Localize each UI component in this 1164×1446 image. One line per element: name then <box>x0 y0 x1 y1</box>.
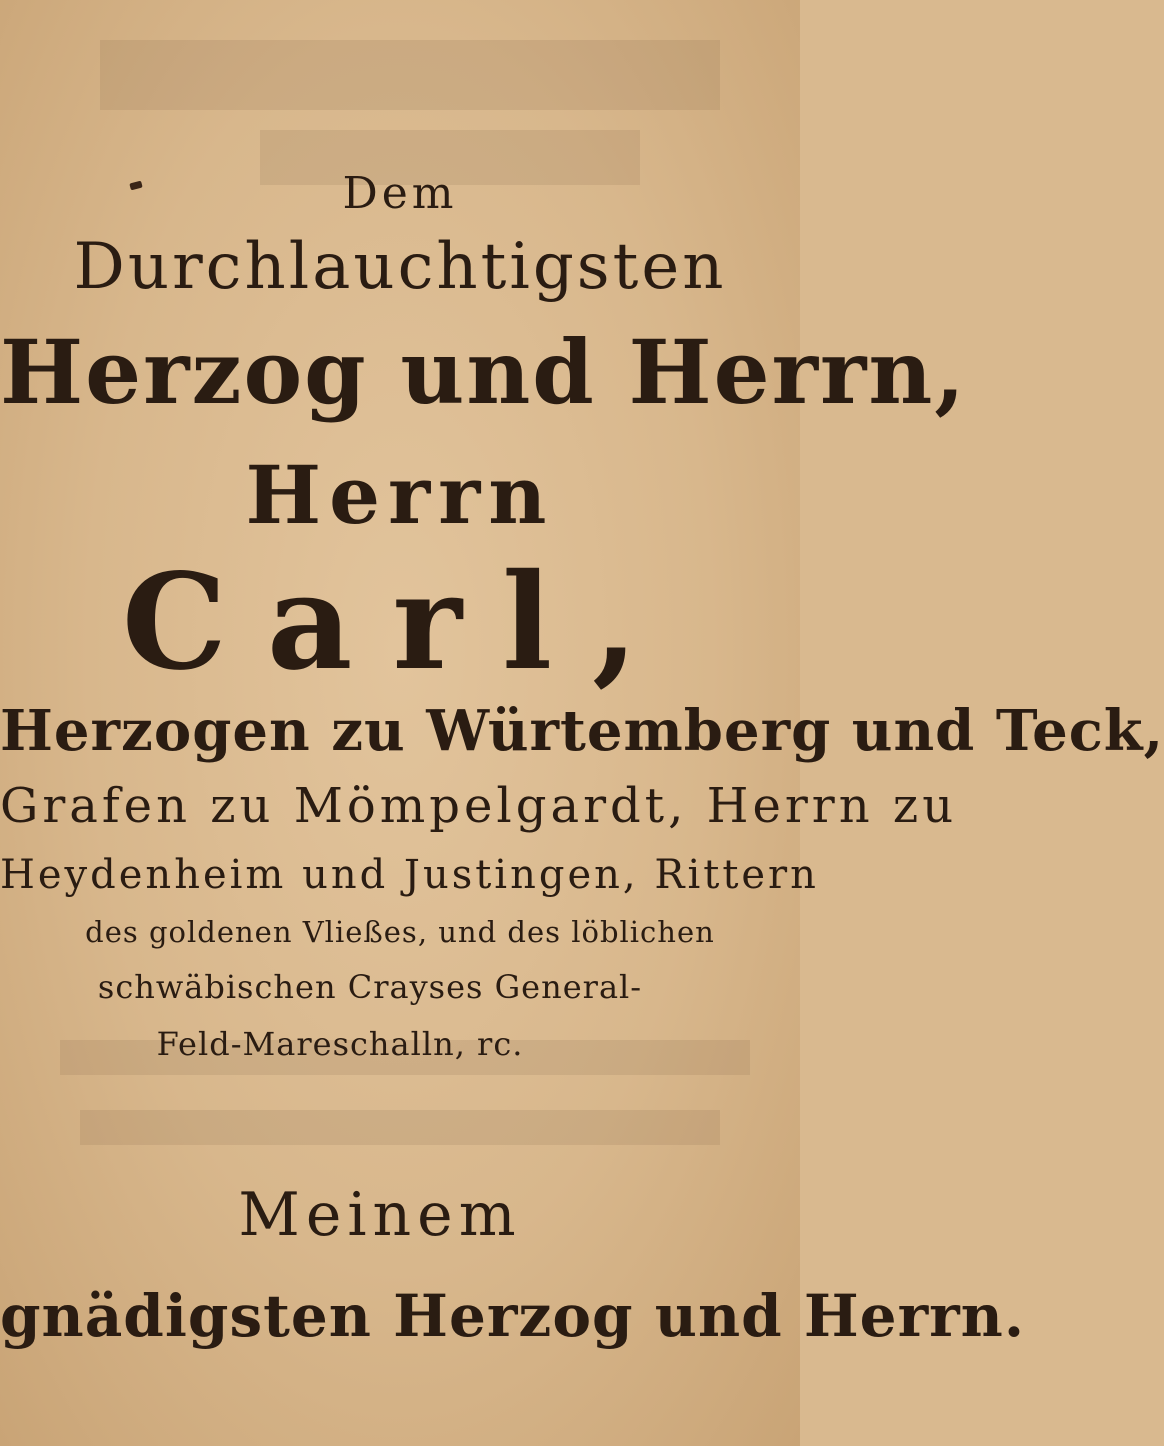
dedication-line-meinem: Meinem <box>238 1180 522 1250</box>
dedication-line-heydenheim: Heydenheim und Justingen, Rittern <box>0 852 819 898</box>
dedication-line-crayses: schwäbischen Crayses General- <box>97 968 643 1006</box>
dedication-line-durchlauchtigsten: Durchlauchtigsten <box>73 230 727 304</box>
dedication-line-herzogen: Herzogen zu Würtemberg und Teck, <box>0 698 1164 764</box>
dedication-line-grafen: Grafen zu Mömpelgardt, Herrn zu <box>0 778 958 834</box>
dedication-line-gnaedigsten: gnädigsten Herzog und Herrn. <box>0 1282 1026 1350</box>
dedication-line-feld-mareschalln: Feld-Mareschalln, rc. <box>156 1025 524 1063</box>
dedication-line-herzog-und-herrn: Herzog und Herrn, <box>0 320 967 424</box>
dedication-line-vliesses: des goldenen Vließes, und des löblichen <box>85 915 715 949</box>
dedication-line-carl: Carl, <box>121 545 679 700</box>
dedication-line-dem: Dem <box>342 168 458 219</box>
dedication-line-herrn: Herrn <box>245 448 555 542</box>
